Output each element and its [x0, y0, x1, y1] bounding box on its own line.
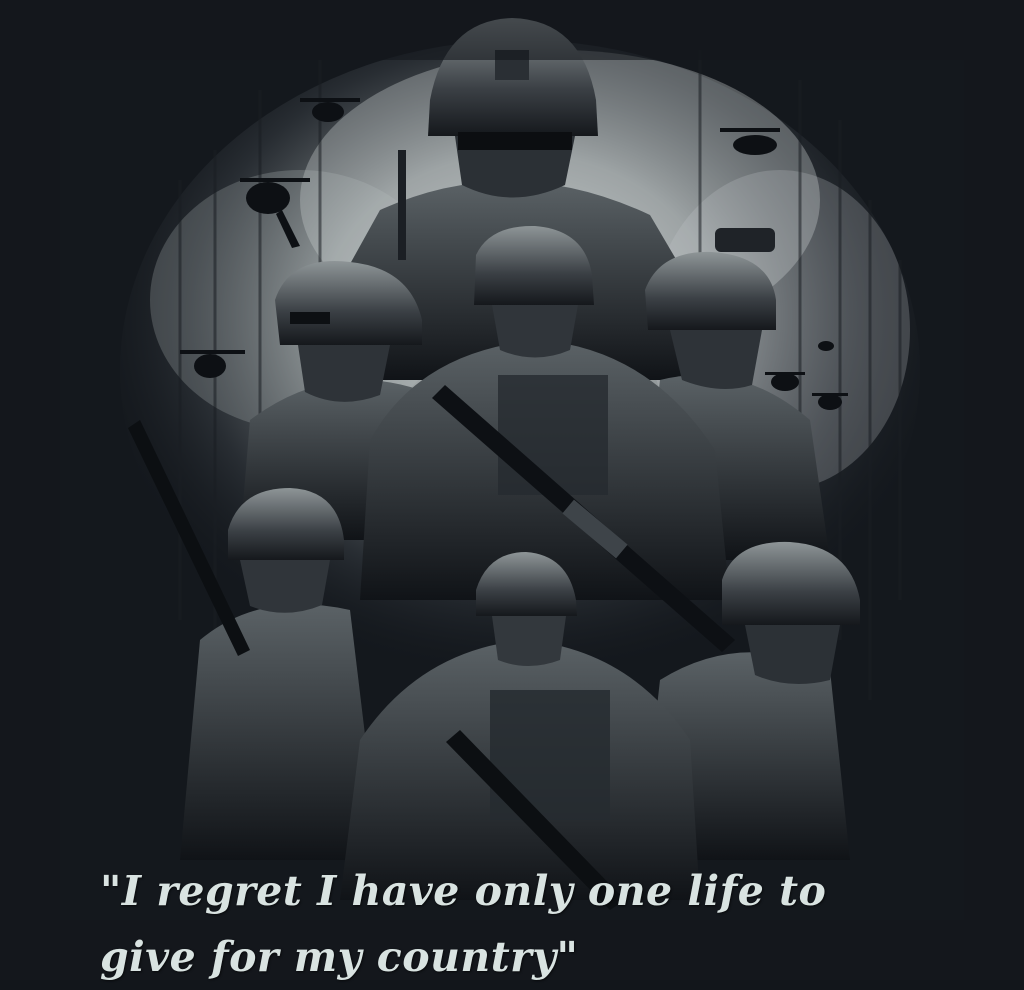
quote-line-1: "I regret I have only one life to	[100, 867, 827, 915]
quote-line-2: give for my country"	[100, 933, 579, 981]
quote-text	[100, 858, 1000, 990]
